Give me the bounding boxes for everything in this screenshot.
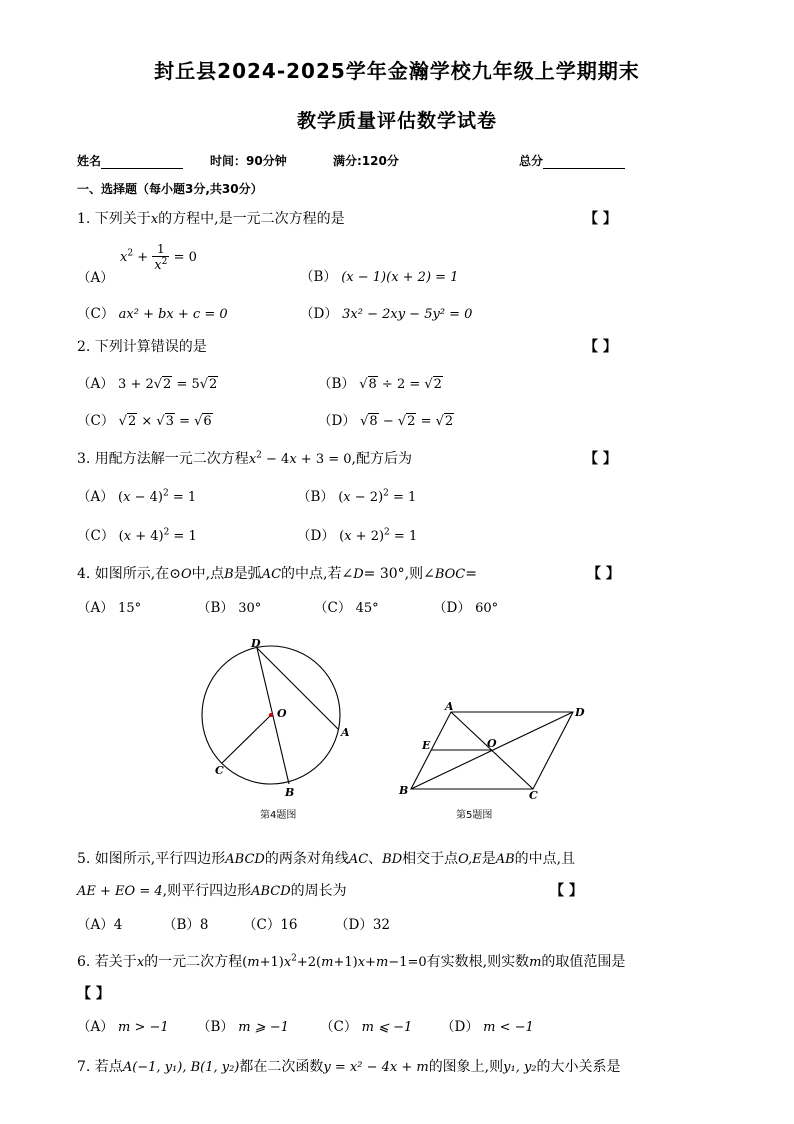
q1-option-c: （C） ax² + bx + c = 0 — [77, 306, 228, 322]
fig5-label-o: O — [487, 737, 497, 750]
section-title: 一、选择题（每小题3分,共30分） — [77, 182, 263, 196]
figure-4-caption: 第4题图 — [260, 810, 297, 821]
question-7: 7. 若点A(−1, y₁), B(1, y₂)都在二次函数y = x² − 4x + m的图象上,则y₁, y₂的大小关系是 — [77, 1059, 621, 1075]
question-5-line-2: AE + EO = 4,则平行四边形ABCD的周长为 — [77, 883, 347, 899]
fig5-label-b: B — [399, 784, 409, 797]
question-1: 1. 下列关于x的方程中,是一元二次方程的是 — [77, 211, 345, 227]
q1-option-a-label: （A） — [77, 270, 114, 286]
q1-option-b: （B） (x − 1)(x + 2) = 1 — [300, 269, 459, 285]
name-field: 姓名 — [77, 152, 183, 169]
full-score-label: 满分:120分 — [333, 154, 399, 168]
q6-option-c: （C） m ⩽ −1 — [320, 1019, 413, 1035]
q3-option-d: （D） $(x + 2)^2 = 1$ — [297, 527, 418, 544]
total-score-field: 总分 — [519, 152, 625, 169]
time-label: 时间：90分钟 — [210, 154, 287, 168]
fig5-label-d: D — [575, 706, 585, 719]
q4-option-c: （C） 45° — [314, 600, 379, 616]
q2-option-d: （D） √8 − √2 = √2 — [318, 413, 454, 429]
exam-title-line2: 教学质量评估数学试卷 — [296, 110, 497, 132]
fig4-label-o: O — [277, 707, 287, 720]
q5-option-b: （B）8 — [163, 917, 209, 933]
q3-option-b: （B） $(x - 2)^2 = 1$ — [297, 488, 417, 505]
answer-bracket-4: 【 】 — [587, 566, 620, 582]
answer-bracket-3: 【 】 — [584, 451, 617, 467]
fig5-label-e: E — [422, 739, 431, 752]
question-4: 4. 如图所示,在⊙O中,点B是弧AC的中点,若∠D= 30°,则∠BOC= — [77, 566, 477, 582]
fig4-label-d: D — [251, 637, 261, 650]
figure-5-caption: 第5题图 — [456, 810, 493, 821]
figure-4-circle-diagram — [195, 632, 365, 802]
question-3: 3. 用配方法解一元二次方程$x^2 - 4x + 3 = 0$,配方后为 — [77, 450, 412, 467]
q5-option-d: （D）32 — [335, 917, 391, 933]
fig5-label-a: A — [445, 700, 454, 713]
q4-option-d: （D） 60° — [433, 600, 499, 616]
q4-option-a: （A） 15° — [77, 600, 142, 616]
question-5-line-1: 5. 如图所示,平行四边形ABCD的两条对角线AC、BD相交于点O,E是AB的中点,且 — [77, 851, 576, 867]
q2-option-c: （C） √2 × √3 = √6 — [77, 413, 212, 429]
answer-bracket-1: 【 】 — [584, 211, 617, 227]
fig4-label-b: B — [285, 786, 295, 799]
q6-option-d: （D） m < −1 — [441, 1019, 534, 1035]
answer-bracket-5: 【 】 — [550, 883, 583, 899]
figure-5-parallelogram-diagram — [393, 698, 588, 803]
q6-option-b: （B） m ⩾ −1 — [197, 1019, 289, 1035]
q6-option-a: （A） m > −1 — [77, 1019, 169, 1035]
q1-option-a-expr: $x^2$ + $\frac{1}{x^2}$ = 0 — [120, 242, 197, 273]
answer-bracket-2: 【 】 — [584, 339, 617, 355]
answer-bracket-6: 【 】 — [77, 986, 110, 1002]
fig4-label-a: A — [341, 726, 350, 739]
question-2: 2. 下列计算错误的是 — [77, 339, 207, 355]
exam-title-line1: 封丘县2024-2025学年金瀚学校九年级上学期期末 — [154, 59, 640, 83]
q3-option-c: （C） $(x + 4)^2 = 1$ — [77, 527, 197, 544]
q2-option-a: （A） 3 + 2√2 = 5√2 — [77, 376, 218, 392]
q5-option-a: （A）4 — [77, 917, 123, 933]
question-6: 6. 若关于x的一元二次方程$(m+1)x^2+2(m+1)x+m-1=0$有实数根,则实数m的取值范围是 — [77, 953, 626, 970]
q1-option-d: （D） 3x² − 2xy − 5y² = 0 — [300, 306, 473, 322]
fig5-label-c: C — [529, 789, 538, 802]
fig4-label-c: C — [215, 764, 224, 777]
q2-option-b: （B） √8 ÷ 2 = √2 — [318, 376, 442, 392]
q4-option-b: （B） 30° — [197, 600, 262, 616]
q3-option-a: （A） $(x - 4)^2 = 1$ — [77, 488, 197, 505]
q5-option-c: （C）16 — [243, 917, 298, 933]
